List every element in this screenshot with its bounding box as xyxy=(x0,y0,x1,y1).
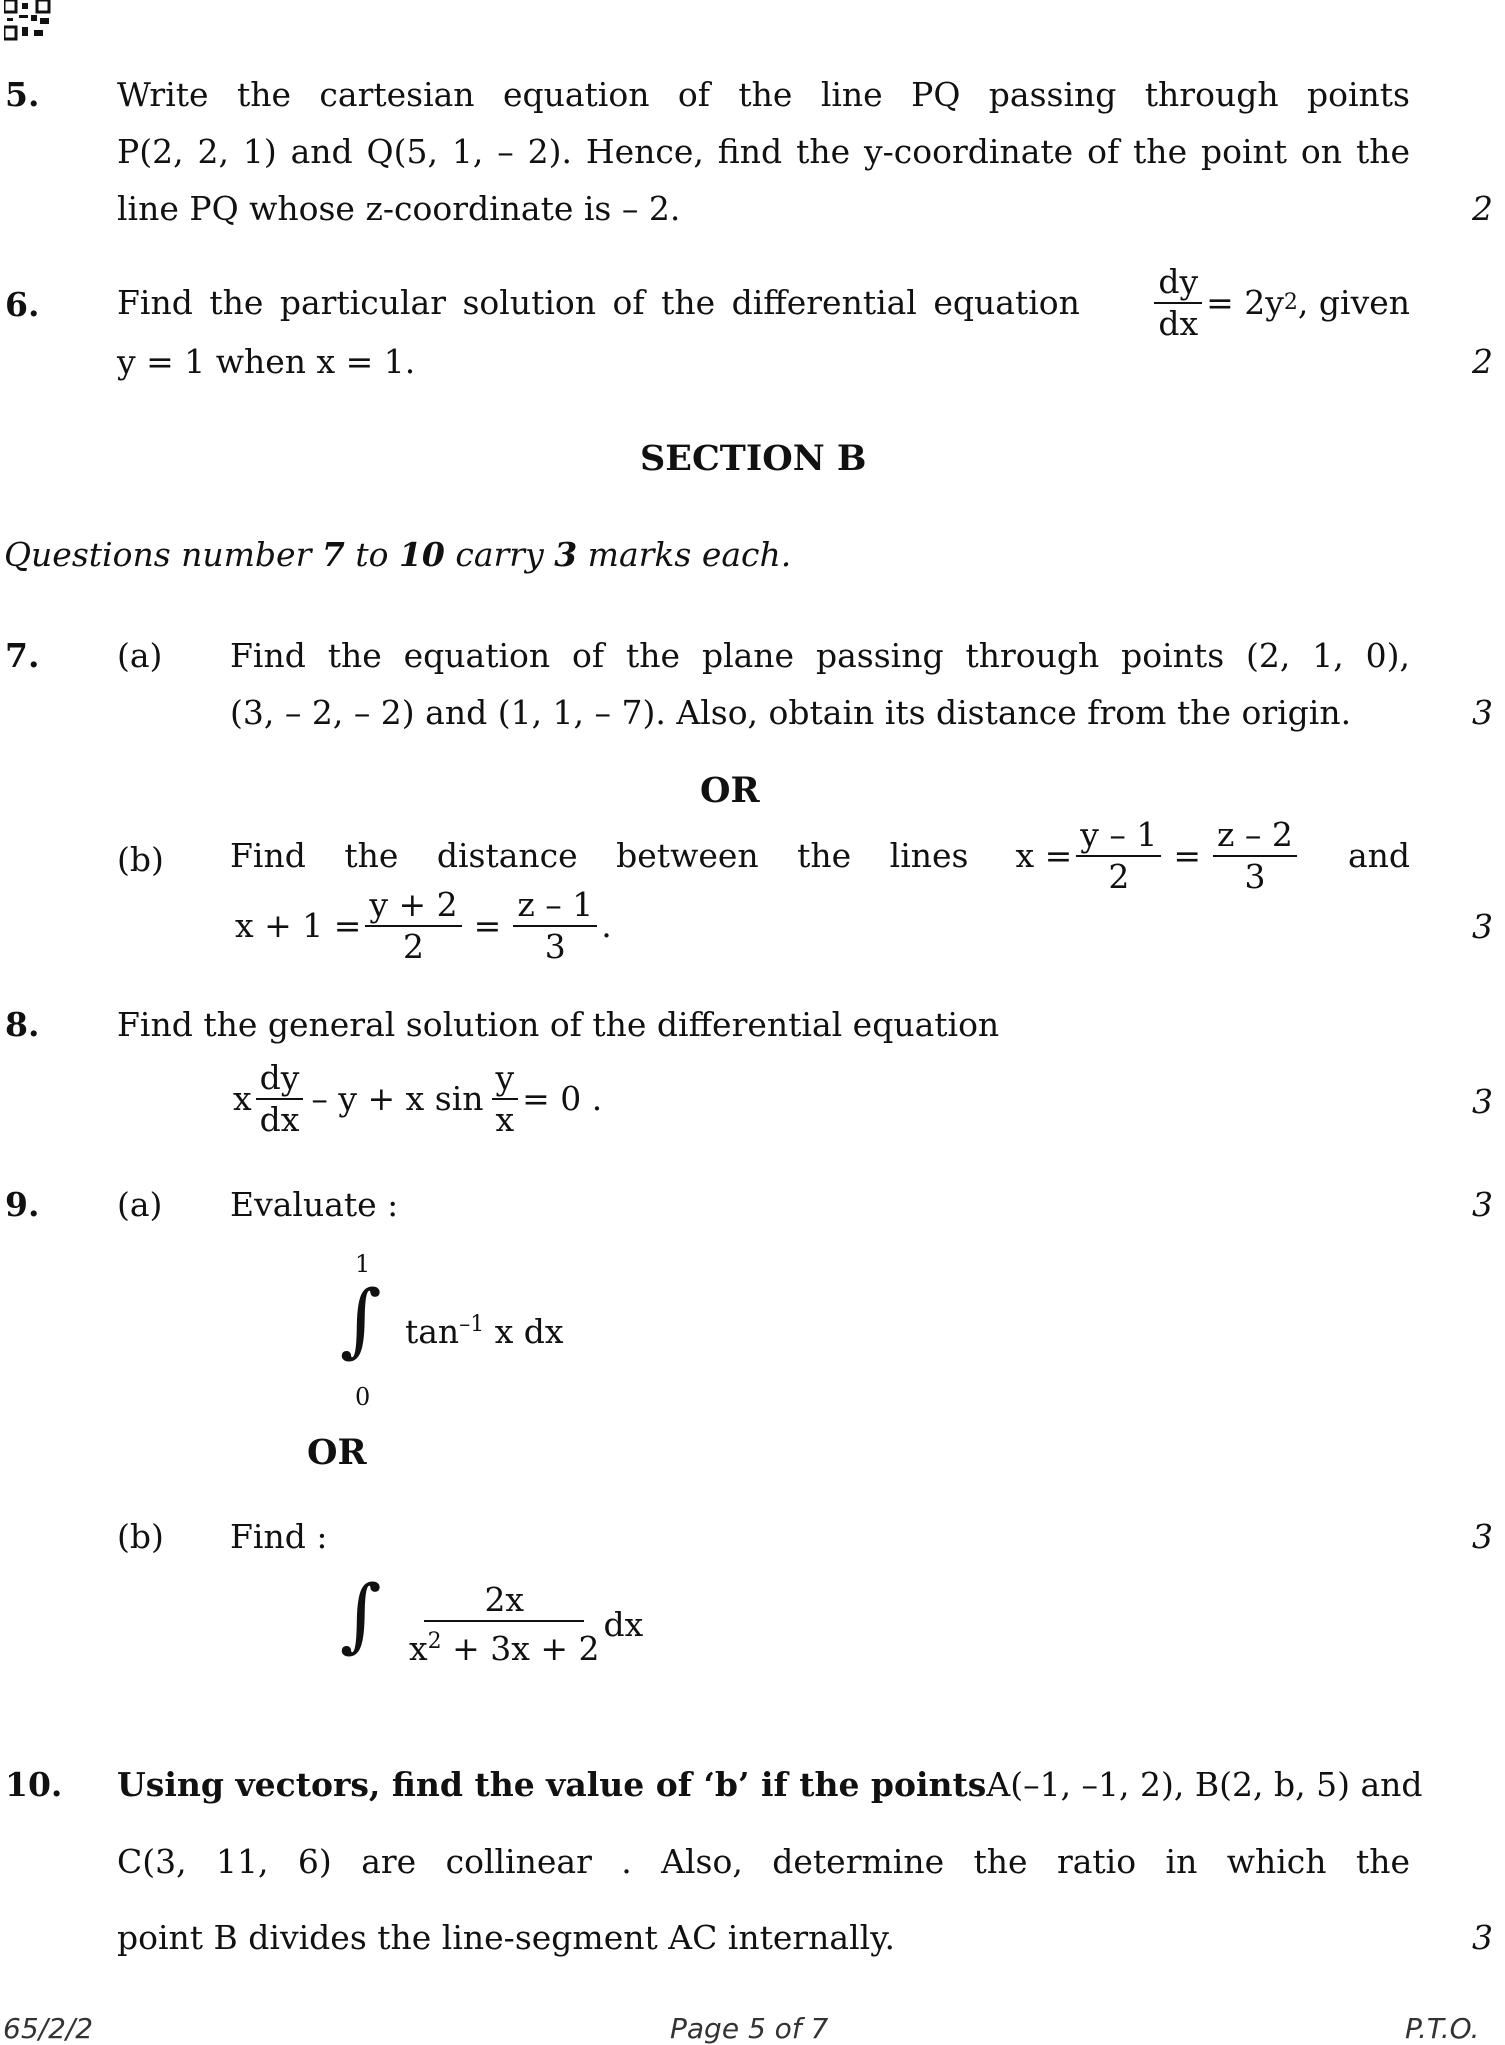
q9-a-upper-limit: 1 xyxy=(355,1250,371,1278)
q8-x: x xyxy=(233,1079,252,1118)
frac-num: z – 1 xyxy=(513,885,597,927)
frac-num: y – 1 xyxy=(1076,815,1161,857)
instruction-text: marks each. xyxy=(577,535,792,574)
q8-frac-1 xyxy=(256,1058,304,1140)
frac-den: dx xyxy=(259,1100,300,1139)
question-number-9: 9. xyxy=(5,1185,40,1224)
instruction-bold-7: 7 xyxy=(321,535,345,574)
question-number-10: 10. xyxy=(5,1765,63,1804)
q10-line-1-bold: Using vectors, find the value of ‘b’ if the points xyxy=(117,1765,987,1804)
q5-line-1 xyxy=(117,75,1410,115)
q6-rhs: = 2y xyxy=(1206,283,1284,322)
integral-sign-icon: ∫ xyxy=(340,1273,382,1366)
integral-sign-icon: ∫ xyxy=(340,1568,382,1661)
q6-line-2: y = 1 when x = 1. xyxy=(117,342,416,381)
q5-marks: 2 xyxy=(1472,189,1493,228)
integrand-sup: –1 xyxy=(459,1312,485,1337)
q6-marks: 2 xyxy=(1472,342,1493,381)
q10-marks: 3 xyxy=(1472,1918,1493,1957)
q10-line-1-rest: A(–1, –1, 2), B(2, b, 5) and xyxy=(986,1765,1423,1804)
q9-b-text: Find : xyxy=(230,1517,328,1556)
den-tail: + 3x + 2 xyxy=(441,1629,600,1668)
qr-code-icon xyxy=(4,0,52,42)
instruction-text: to xyxy=(344,535,399,574)
eq2-period: . xyxy=(601,906,612,945)
frac-num: 2x xyxy=(424,1580,584,1622)
den-x: x xyxy=(409,1629,428,1668)
q6-line-1 xyxy=(117,262,1410,344)
frac-num: y + 2 xyxy=(365,885,461,927)
frac-den: 3 xyxy=(1244,857,1266,896)
q9-b-dx: dx xyxy=(603,1604,644,1644)
q5-line-2: P(2, 2, 1) and Q(5, 1, – 2). Hence, find the y-coordinate of the point on the xyxy=(117,132,1410,171)
eq2-equals: = xyxy=(473,906,502,945)
instruction-text: Questions number xyxy=(4,535,322,574)
q8-marks: 3 xyxy=(1472,1082,1493,1121)
q7-or: OR xyxy=(700,770,760,811)
q9-a-marks: 3 xyxy=(1472,1185,1493,1224)
frac-num: z – 2 xyxy=(1213,815,1297,857)
frac-num: dy xyxy=(256,1058,304,1100)
den-sup: 2 xyxy=(427,1629,442,1654)
q8-equation xyxy=(233,1058,602,1140)
q10-line-2: C(3, 11, 6) are collinear . Also, determine the ratio in which the xyxy=(117,1842,1410,1881)
q8-frac-2 xyxy=(492,1058,519,1140)
section-title: SECTION B xyxy=(640,438,867,479)
eq1-frac-2 xyxy=(1213,815,1297,897)
frac-den: 2 xyxy=(1108,857,1130,896)
q9-b-fraction xyxy=(409,1580,600,1669)
q9-a-label: (a) xyxy=(117,1185,163,1224)
q6-line-1-text: Find the particular solution of the differential equation xyxy=(117,283,1080,322)
q6-fraction xyxy=(1154,262,1202,344)
q9-b-marks: 3 xyxy=(1472,1517,1493,1556)
q9-a-text: Evaluate : xyxy=(230,1185,399,1224)
q6-frac-num: dy xyxy=(1154,262,1202,304)
q8-line-1: Find the general solution of the differential equation xyxy=(117,1005,1000,1044)
section-instruction xyxy=(4,535,791,574)
frac-den xyxy=(409,1622,600,1669)
q7-b-marks: 3 xyxy=(1472,907,1493,946)
q7-b-eq1 xyxy=(1016,815,1301,897)
eq1-equals: = xyxy=(1173,836,1202,875)
q7-a-line-2: (3, – 2, – 2) and (1, 1, – 7). Also, obtain its distance from the origin. xyxy=(230,693,1352,732)
q10-line-3: point B divides the line-segment AC internally. xyxy=(117,1918,895,1957)
q7-a-line-1: Find the equation of the plane passing through points (2, 1, 0), xyxy=(230,636,1410,675)
q8-end: = 0 . xyxy=(522,1079,603,1118)
instruction-bold-10: 10 xyxy=(398,535,445,574)
integrand-tail: x dx xyxy=(484,1312,564,1351)
q9-b-integrand xyxy=(405,1580,643,1669)
q7-b-line-1-text: Find the distance between the lines xyxy=(230,836,969,875)
q7-a-marks: 3 xyxy=(1472,693,1493,732)
q7-b-and: and xyxy=(1347,836,1410,875)
frac-den: x xyxy=(495,1100,515,1139)
question-number-8: 8. xyxy=(5,1005,40,1044)
q10-line-1 xyxy=(117,1765,1423,1805)
question-number-5: 5. xyxy=(5,75,40,114)
footer-code: 65/2/2 xyxy=(3,2012,94,2045)
question-number-7: 7. xyxy=(5,636,40,675)
eq2-frac-2 xyxy=(513,885,597,967)
frac-num: y xyxy=(492,1058,519,1100)
integrand-func: tan xyxy=(405,1312,460,1351)
q6-frac-den: dx xyxy=(1158,304,1199,343)
instruction-bold-3: 3 xyxy=(554,535,578,574)
q9-b-label: (b) xyxy=(117,1517,164,1556)
q7-b-eq2 xyxy=(235,885,612,967)
eq2-lhs: x + 1 = xyxy=(235,906,362,945)
eq1-lhs: x = xyxy=(1015,836,1073,875)
frac-den: 3 xyxy=(544,927,566,966)
q5-line-1-text: Write the cartesian equation of the line PQ passing through points xyxy=(117,75,1410,114)
q9-a-lower-limit: 0 xyxy=(355,1383,371,1411)
q7-a-label: (a) xyxy=(117,636,163,675)
eq2-frac-1 xyxy=(365,885,461,967)
eq1-frac-1 xyxy=(1076,815,1161,897)
q8-mid: – y + x sin xyxy=(311,1079,484,1118)
q9-a-integrand xyxy=(405,1305,564,1352)
footer-pto: P.T.O. xyxy=(1405,2012,1480,2045)
q6-rhs-sup: 2 xyxy=(1283,290,1298,315)
question-number-6: 6. xyxy=(5,285,40,324)
footer-page-number: Page 5 of 7 xyxy=(670,2012,829,2045)
q6-line-1-tail: , given xyxy=(1297,283,1410,322)
q6-equation xyxy=(1150,262,1410,344)
instruction-text: carry xyxy=(444,535,555,574)
q7-b-label: (b) xyxy=(117,840,164,879)
q9-or: OR xyxy=(307,1432,367,1473)
q5-line-3: line PQ whose z-coordinate is – 2. xyxy=(117,189,681,228)
frac-den: 2 xyxy=(403,927,425,966)
